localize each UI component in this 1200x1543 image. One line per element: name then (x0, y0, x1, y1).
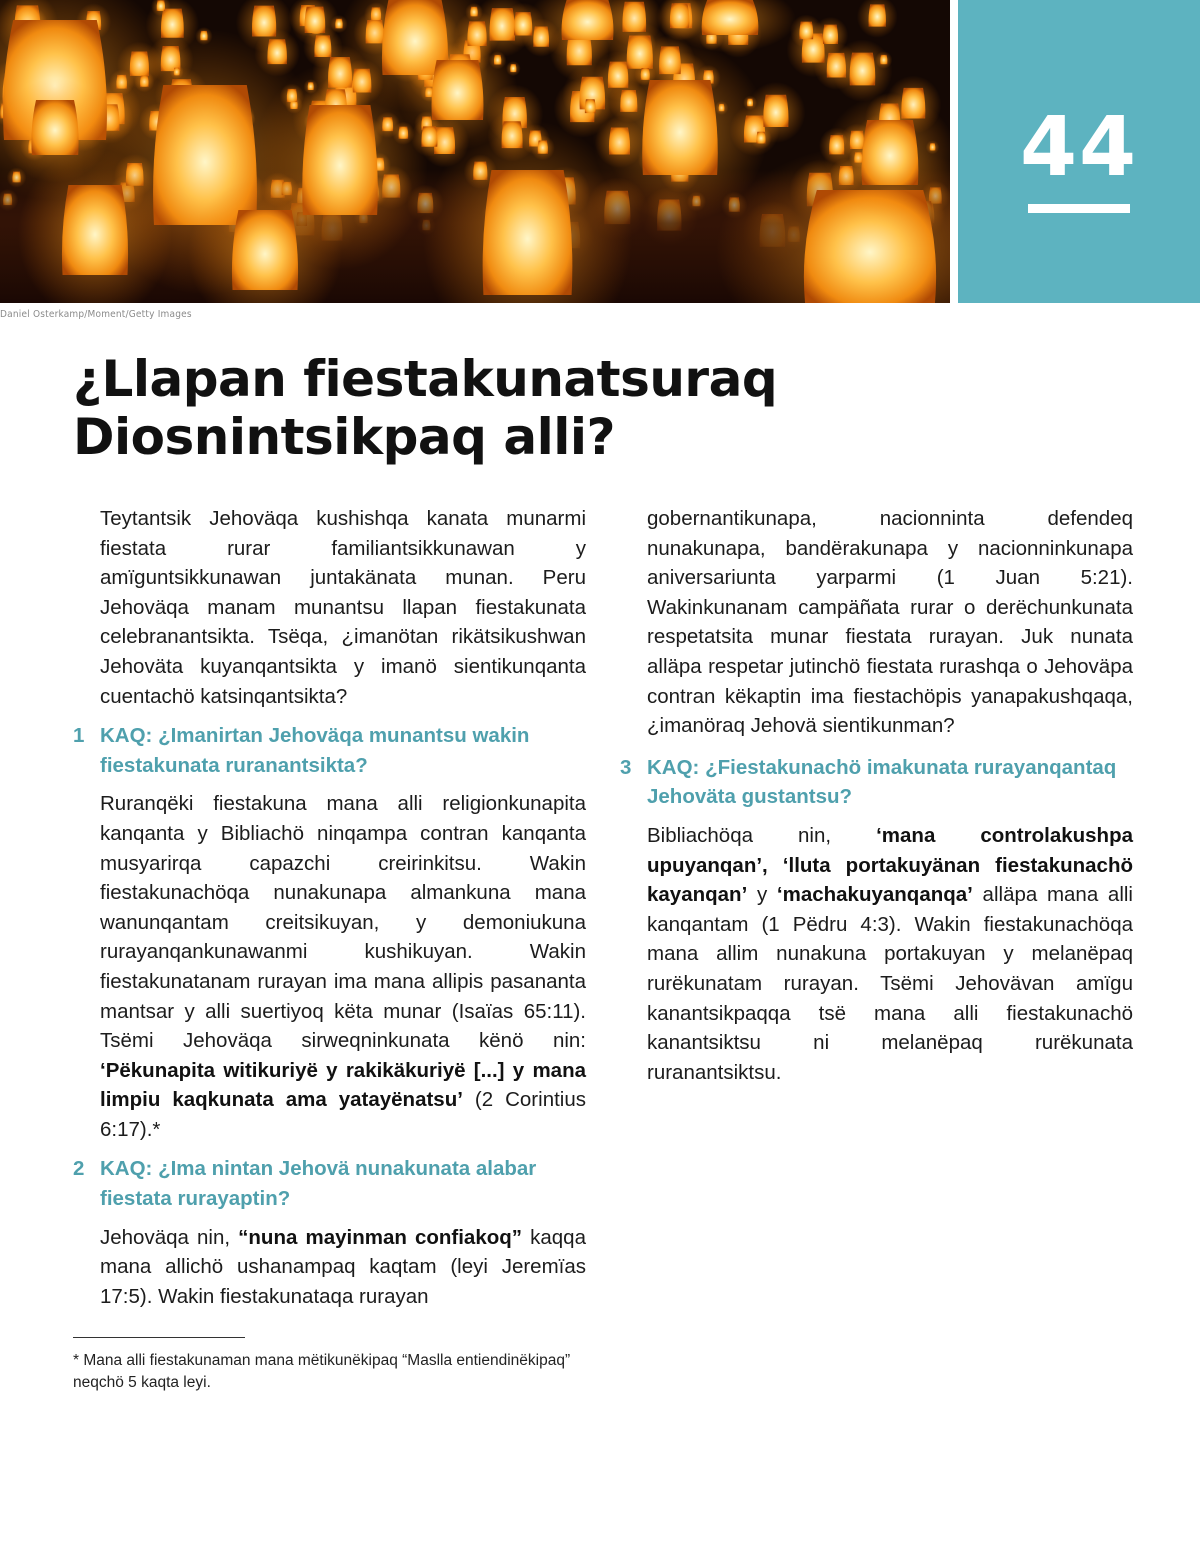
section-3-paragraph (620, 821, 1133, 1087)
bible-quote: ‘mana controlakushpa upuyanqan’ (647, 823, 1133, 877)
chapter-badge (958, 0, 1200, 303)
section-2-paragraph (73, 1223, 586, 1312)
chapter-underline (1028, 204, 1130, 213)
question-heading-2 (73, 1154, 586, 1213)
footnote-divider (73, 1337, 245, 1338)
lantern (432, 60, 484, 120)
question-heading-1 (73, 721, 586, 780)
question-text: KAQ: ¿Fiestakunachö imakunata rurayanqantaq Jehoväta gustantsu? (647, 755, 1117, 809)
question-text: KAQ: ¿Imanirtan Jehoväqa munantsu wakin fiestakunata ruranantsikta? (100, 724, 530, 777)
lantern (252, 6, 276, 37)
left-column (73, 504, 586, 1321)
footnote: * Mana alli fiestakunaman mana mëtikunëkipaq “Maslla entiendinëkipaq” neqchö 5 kaqta leyi. (73, 1352, 571, 1391)
text: Jehoväqa nin, (100, 1225, 239, 1249)
photo-credit: Daniel Osterkamp/Moment/Getty Images (0, 309, 192, 320)
lantern (862, 120, 919, 185)
lantern (850, 53, 876, 86)
text: (2 Corintius 6:17).* (100, 1088, 586, 1141)
title-line-2: Diosnintsikpaq alli? (73, 408, 616, 466)
bible-quote: ‘machakuyanqanqa’ (776, 883, 973, 907)
text: kaqqa mana allichö ushanampaq kaqtam (leyi Jeremïas 17:5). Wakin fiestakunataqa rurayan (100, 1225, 586, 1308)
bible-quote: “nuna mayinman confiakoq” (238, 1225, 523, 1249)
text: alläpa mana alli kanqantam (1 Pëdru 4:3). Wakin fiestakunachöqa mana allim nunakuna portakuyan y melanëpaq rurëkunatam rurayan. Tsëmi Jehovävan amïgu kanantsikpaqqa tsë mana alli fiestakunachö kanantsiktsu ni melanëpaq rurëkunata ruranantsiktsu. (647, 883, 1133, 1084)
text: y (747, 883, 777, 907)
intro-paragraph: Teytantsik Jehoväqa kushishqa kanata munarmi fiestata rurar familiantsikkunawan y amïguntsikkunawan juntakänata munan. Peru Jehoväqa manam munantsu llapan fiestakunata celebranantsikta. Tsëqa, ¿imanötan rikätsikushwan Jehoväta kuyanqantsikta y imanö sientikunqanta cuentachö katsinqantsikta? (100, 507, 586, 708)
bible-quote: ‘lluta portakuyänan fiestakunachö kayanqan’ (647, 853, 1133, 907)
section-1-paragraph (73, 789, 586, 1144)
question-number: 1 (73, 724, 85, 748)
page-title (73, 350, 873, 466)
lantern (31, 100, 78, 155)
sky-lanterns-illustration (0, 0, 950, 303)
lantern (642, 80, 718, 175)
right-column (620, 504, 1133, 1097)
bible-quote: ‘Pëkunapita witikuriyë y rakikäkuriyë [...] y mana limpiu kaqkunata ama yatayënatsu’ (100, 1058, 586, 1112)
lantern (702, 0, 759, 35)
lantern (868, 4, 886, 26)
lantern (232, 210, 298, 290)
lantern (62, 185, 128, 275)
header-photo (0, 0, 950, 303)
punctuation: , (762, 853, 783, 877)
question-text: KAQ: ¿Ima nintan Jehovä nunakunata alabar fiestata rurayaptin? (100, 1157, 537, 1211)
chapter-number: 44 (1019, 100, 1139, 195)
text: Bibliachöqa nin, (647, 823, 877, 847)
lantern (157, 0, 166, 11)
question-number: 3 (620, 755, 632, 779)
lantern (799, 22, 813, 40)
text: Ruranqëki fiestakuna mana alli religionkunapita kanqanta y Bibliachö ninqampa contran kanqanta musyarirqa capazchi creirinkitsu. Wakin fiestakunachöqa nunakunapa almankuna mana wanunqantam creitsikuyan, y demoniukuna rurayanqankunawanmi kushikuyan. Wakin fiestakunatanam rurayan ima mana allipis pasananta mantsar y alli suertiyoq këta munar (Isaïas 65:11). Tsëmi Jehoväqa sirweqninkunata kënö nin: (100, 792, 586, 1053)
question-heading-3 (620, 753, 1133, 812)
section-2-continuation: gobernantikunapa, nacionninta defendeq nunakunapa, bandërakunapa y nacionninkunapa aniversariunta yarparmi (1 Juan 5:21). Wakinkunanam campäñata rurar o derëchunkunata respetatsita munar fiestata rurayan. Juk nunata alläpa respetar jutinchö fiestata rurashqa o Jehoväpa contran këkaptin ima fiestachöpis yanapakushqaqa, ¿imanöraq Jehovä sientikunman? (647, 507, 1133, 738)
lantern (305, 7, 326, 33)
lantern (823, 25, 838, 44)
lantern (483, 170, 573, 295)
question-number: 2 (73, 1157, 85, 1181)
lantern (585, 99, 596, 113)
title-line-1: ¿Llapan fiestakunatsuraq (73, 350, 778, 408)
lantern (562, 0, 614, 40)
